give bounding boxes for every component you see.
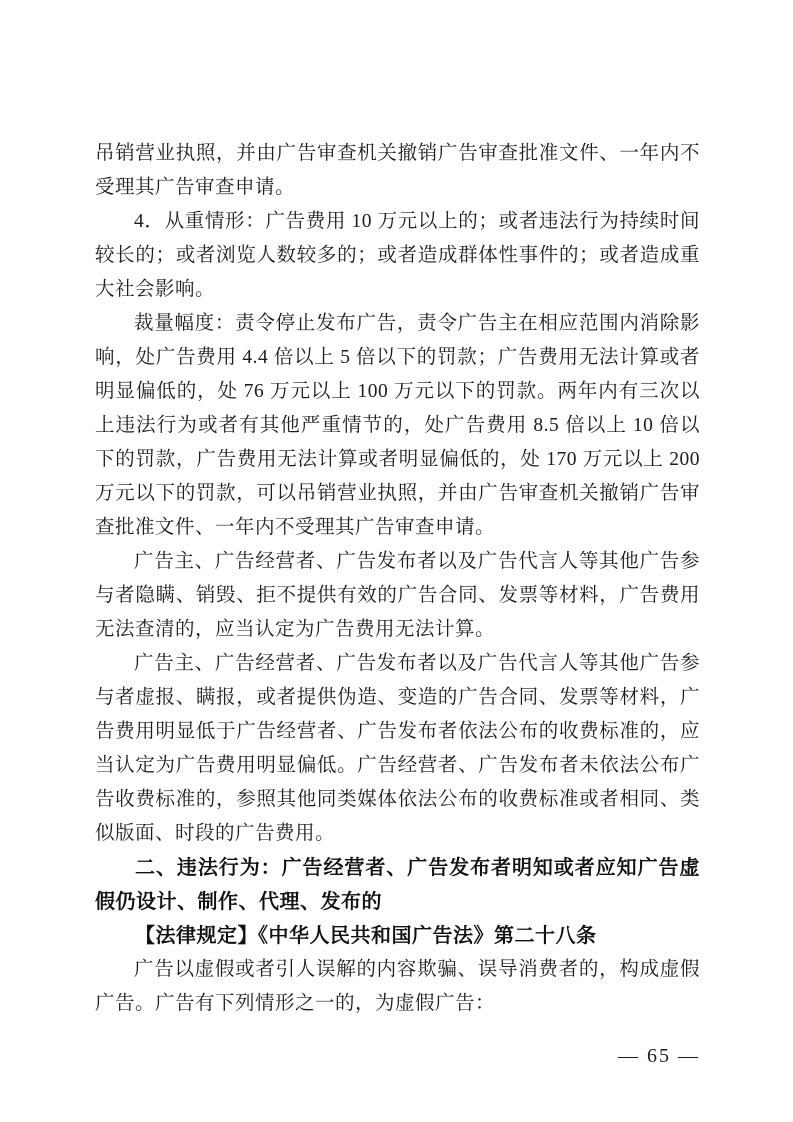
- document-body: [95, 137, 700, 1021]
- body-paragraph-penalty-range: 裁量幅度：责令停止发布广告，责令广告主在相应范围内消除影响，处广告费用 4.4 倍以上 5 倍以下的罚款；广告费用无法计算或者明显偏低的，处 76 万元以上 100 万元以下的罚款。两年内有三次以上违法行为或者有其他严重情节的，处广告费用 8.5 倍以上 10 倍以下的罚款，广告费用无法计算或者明显偏低的，处 170 万元以上 200 万元以下的罚款，可以吊销营业执照，并由广告审查机关撤销广告审查批准文件、一年内不受理其广告审查申请。: [95, 313, 700, 538]
- page-footer: [618, 1045, 700, 1068]
- page-number: — 65 —: [618, 1045, 700, 1067]
- body-paragraph-false-advertising: 广告以虚假或者引人误解的内容欺骗、误导消费者的，构成虚假广告。广告有下列情形之一的，为虚假广告：: [95, 959, 700, 1014]
- legal-reference-heading: 【法律规定】《中华人民共和国广告法》第二十八条: [135, 925, 597, 947]
- section-heading-illegal-act: 二、违法行为：广告经营者、广告发布者明知或者应知广告虚假仍设计、制作、代理、发布的: [95, 857, 700, 913]
- body-paragraph-aggravating-circumstances: 4．从重情形：广告费用 10 万元以上的；或者违法行为持续时间较长的；或者浏览人数较多的；或者造成群体性事件的；或者造成重大社会影响。: [95, 211, 700, 300]
- body-paragraph-continuation: 吊销营业执照，并由广告审查机关撤销广告审查批准文件、一年内不受理其广告审查申请。: [95, 143, 700, 198]
- body-paragraph-fee-uncomputable: 广告主、广告经营者、广告发布者以及广告代言人等其他广告参与者隐瞒、销毁、拒不提供有效的广告合同、发票等材料，广告费用无法查清的，应当认定为广告费用无法计算。: [95, 551, 700, 640]
- body-paragraph-fee-underreported: 广告主、广告经营者、广告发布者以及广告代言人等其他广告参与者虚报、瞒报，或者提供伪造、变造的广告合同、发票等材料，广告费用明显低于广告经营者、广告发布者依法公布的收费标准的，应当认定为广告费用明显偏低。广告经营者、广告发布者未依法公布广告收费标准的，参照其他同类媒体依法公布的收费标准或者相同、类似版面、时段的广告费用。: [95, 653, 700, 844]
